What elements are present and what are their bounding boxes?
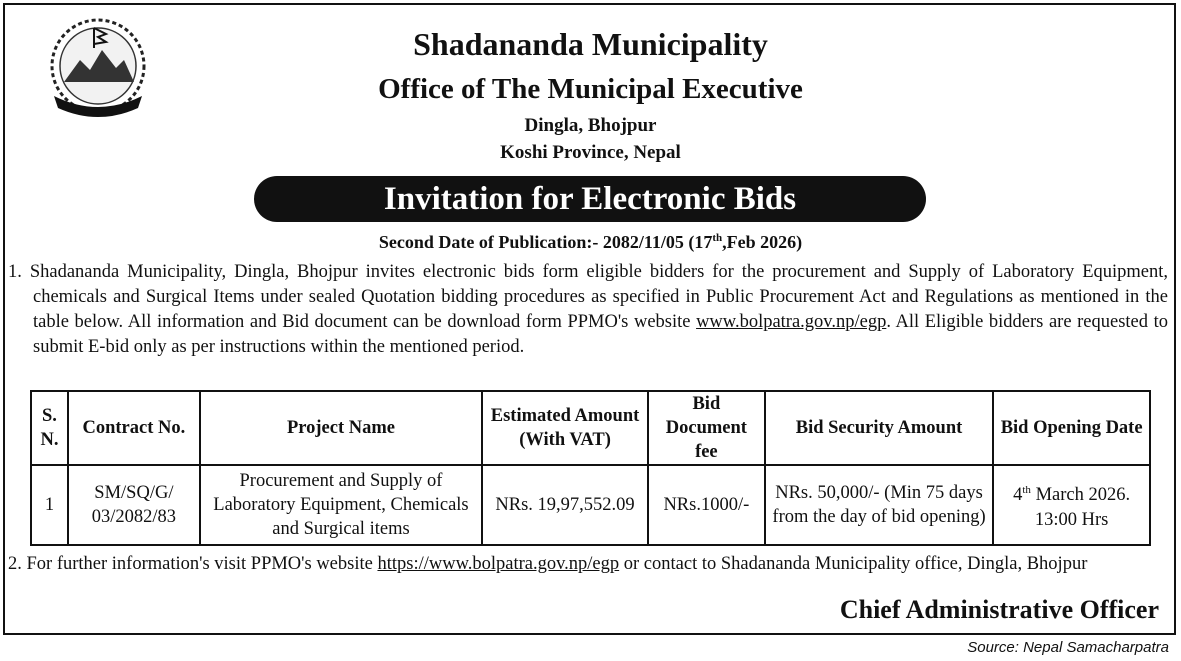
publication-date-prefix: Second Date of Publication:- 2082/11/05 (17 (378, 232, 713, 252)
cell-contract: SM/SQ/G/ 03/2082/83 (68, 465, 200, 545)
bid-table (30, 390, 1151, 546)
header-contract: Contract No. (68, 391, 200, 465)
header-sn: S. N. (31, 391, 68, 465)
cell-estimated: NRs. 19,97,552.09 (482, 465, 648, 545)
cell-sn: 1 (31, 465, 68, 545)
paragraph-1 (8, 260, 1168, 360)
signature-title: Chief Administrative Officer (839, 595, 1159, 624)
cell-opening (993, 465, 1150, 545)
cell-security: NRs. 50,000/- (Min 75 days from the day of bid opening) (765, 465, 993, 545)
source-credit: Source: Nepal Samacharpatra (967, 639, 1169, 656)
opening-day-sup: th (1022, 484, 1031, 497)
ppmo-link[interactable]: www.bolpatra.gov.np/egp (696, 312, 887, 332)
publication-date-suffix: ,Feb 2026) (722, 232, 803, 252)
header-project: Project Name (200, 391, 482, 465)
opening-time: 13:00 Hrs (1034, 509, 1109, 530)
paragraph-2-text-end: or contact to Shadananda Municipality office, Dingla, Bhojpur (619, 554, 1088, 574)
office-province: Koshi Province, Nepal (500, 142, 681, 163)
header-estimated: Estimated Amount (With VAT) (482, 391, 648, 465)
table-header-row (31, 391, 1150, 465)
paragraph-1-text: Shadananda Municipality, Dingla, Bhojpur invites electronic bids form eligible bidders for the procurement and Supply of Laboratory Equipment, chemicals and Surgical Items under sealed Quotation bidding procedures as specified in Public Procurement Act and Regulations as mentioned in the table below. All information and Bid document can be download form PPMO's website (29, 262, 1169, 332)
office-location: Dingla, Bhojpur (524, 115, 657, 136)
publication-date-sup: th (712, 232, 723, 244)
municipality-name: Shadananda Municipality (413, 26, 768, 62)
opening-month: March 2026. (1030, 485, 1131, 506)
paragraph-2 (8, 552, 1168, 577)
notice-title: Invitation for Electronic Bids (254, 176, 926, 222)
bolpatra-link[interactable]: https://www.bolpatra.gov.np/egp (377, 554, 620, 574)
header-opening: Bid Opening Date (993, 391, 1150, 465)
cell-doc-fee: NRs.1000/- (648, 465, 765, 545)
paragraph-2-text: For further information's visit PPMO's website (26, 554, 378, 574)
paragraph-2-number: 2. (8, 554, 22, 574)
paragraph-1-text-end: . All Eligible bidders are requested to submit E-bid only as per instructions within the mentioned period. (33, 312, 1168, 357)
header-doc-fee: Bid Document fee (648, 391, 765, 465)
office-name: Office of The Municipal Executive (378, 73, 803, 105)
header-security: Bid Security Amount (765, 391, 993, 465)
cell-project: Procurement and Supply of Laboratory Equipment, Chemicals and Surgical items (200, 465, 482, 545)
table-row (31, 465, 1150, 545)
opening-day: 4 (1013, 485, 1023, 506)
paragraph-1-number: 1. (8, 262, 22, 282)
publication-date (0, 232, 1181, 253)
